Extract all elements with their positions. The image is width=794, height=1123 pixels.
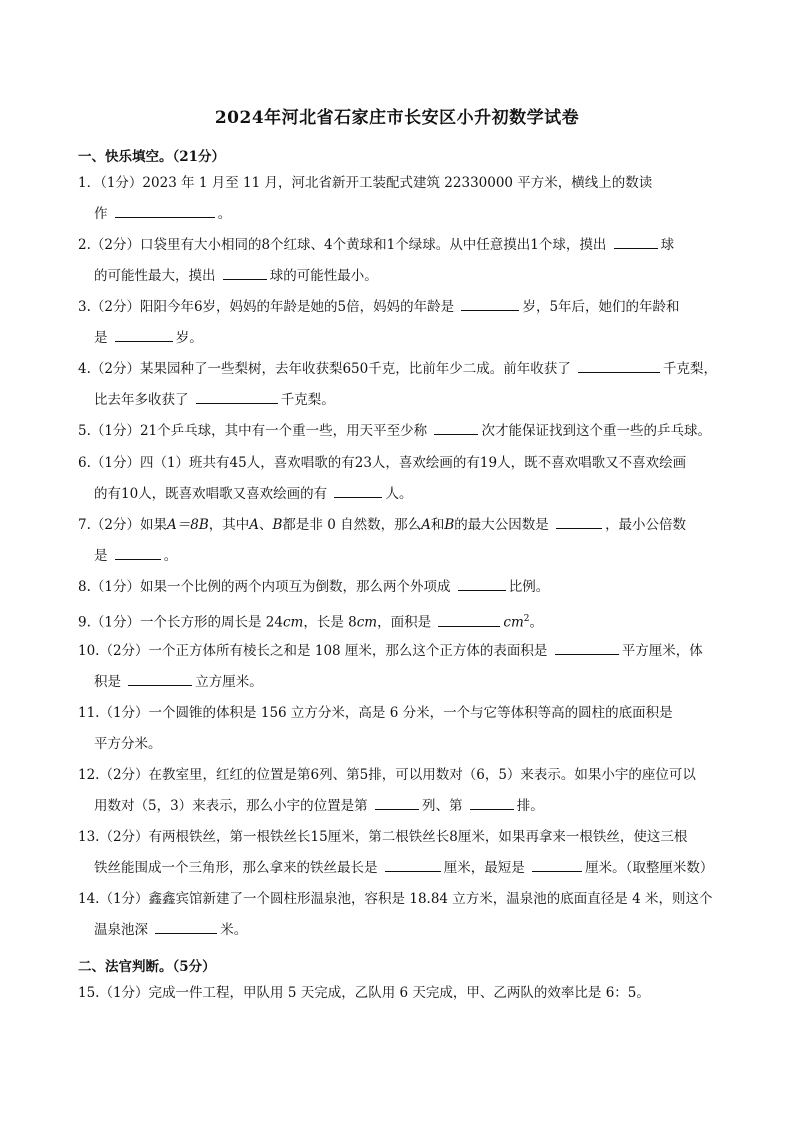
question-13-text: 厘米。（取整厘米数） [585, 860, 714, 876]
answer-blank[interactable] [334, 483, 382, 498]
question-10-text: 立方厘米。 [195, 674, 263, 690]
question-3-text: 岁，5年后，她们的年龄和 [522, 299, 680, 315]
question-9 [78, 604, 720, 639]
question-6-text: 人。 [385, 486, 413, 502]
question-2 [78, 230, 720, 292]
question-1 [78, 168, 720, 230]
question-7-text: ，其中 [208, 517, 250, 533]
answer-blank[interactable] [375, 795, 419, 810]
question-3-text: 是 [94, 330, 108, 346]
question-14-line-1: 14.（1分）鑫鑫宾馆新建了一个圆柱形温泉池，容积是 18.84 立方米，温泉池的底面直径是 4 米，则这个 [78, 891, 713, 907]
question-5-text: 5.（1分）21个乒乓球，其中有一个重一些，用天平至少称 [78, 423, 428, 439]
exam-title: 2024年河北省石家庄市长安区小升初数学试卷 [214, 108, 580, 128]
question-15-line-1: 15.（1分）完成一件工程，甲队用 5 天完成，乙队用 6 天完成，甲、乙两队的效率比是 6：5。 [78, 985, 650, 1001]
question-2-text: 2.（2分）口袋里有大小相同的8个红球、4个黄球和1个绿球。从中任意摸出1个球，摸出 [78, 237, 607, 253]
question-2-text: 的可能性最大，摸出 [94, 268, 216, 284]
question-7-line-1 [78, 510, 720, 541]
answer-blank[interactable] [438, 612, 500, 627]
answer-blank[interactable] [614, 234, 658, 249]
question-10-text: 10.（2分）一个正方体所有棱长之和是 108 厘米，那么这个正方体的表面积是 [78, 643, 548, 659]
question-14-text: 米。 [220, 922, 248, 938]
answer-blank[interactable] [115, 327, 173, 342]
answer-blank[interactable] [458, 576, 506, 591]
unit-cm: cm [282, 614, 304, 631]
answer-blank[interactable] [223, 265, 267, 280]
answer-blank[interactable] [115, 203, 215, 218]
question-7-text: 是 [94, 548, 108, 564]
question-13-text: 铁丝能围成一个三角形，那么拿来的铁丝最长是 [94, 860, 378, 876]
answer-blank[interactable] [385, 857, 441, 872]
question-14 [78, 884, 720, 946]
answer-blank[interactable] [155, 919, 217, 934]
question-15 [78, 978, 720, 1009]
question-4-line-1 [78, 354, 720, 385]
question-5 [78, 416, 720, 447]
question-9-line-1 [78, 604, 720, 639]
question-9-text: 。 [529, 614, 543, 631]
question-2-text: 球 [660, 237, 675, 253]
question-4-text: 比去年多收获了 [94, 392, 189, 408]
question-2-line-2 [78, 261, 720, 292]
question-14-text: 温泉池深 [94, 922, 148, 938]
question-1-line-2 [78, 199, 720, 230]
question-7-text: 。 [163, 548, 178, 564]
question-6 [78, 448, 720, 510]
question-7-text: 的最大公因数是 [454, 517, 549, 533]
question-12-text: 用数对（5，3）来表示，那么小宇的位置是第 [94, 798, 368, 814]
question-13-line-1: 13.（2分）有两根铁丝，第一根铁丝长15厘米，第二根铁丝长8厘米，如果再拿来一根铁丝，使这三根 [78, 829, 688, 845]
question-11-line-2: 平方分米。 [94, 736, 162, 752]
variable-a: A [421, 517, 431, 533]
answer-blank[interactable] [196, 389, 278, 404]
unit-cm: cm [503, 614, 524, 631]
question-10 [78, 636, 720, 698]
question-5-text: 次才能保证找到这个重一些的乒乓球。 [481, 423, 711, 439]
answer-blank[interactable] [578, 358, 660, 373]
unit-cm: cm [356, 614, 378, 631]
question-13-line-2 [78, 853, 720, 884]
answer-blank[interactable] [434, 420, 478, 435]
question-12-text: 排。 [516, 798, 544, 814]
question-3 [78, 292, 720, 354]
question-7-text: 和 [430, 517, 445, 533]
section-fill-in: 一、快乐填空。（21分） [78, 149, 226, 165]
question-1-text: 。 [217, 206, 232, 222]
question-2-text: 球的可能性最小。 [269, 268, 378, 284]
question-6-line-2 [78, 479, 720, 510]
question-11 [78, 698, 720, 760]
question-3-line-1 [78, 292, 720, 323]
variable-a: A [249, 517, 259, 533]
question-8 [78, 572, 720, 603]
question-13 [78, 822, 720, 884]
question-7-text: 7.（2分）如果 [78, 517, 167, 533]
question-12-line-1: 12.（2分）在教室里，红红的位置是第6列、第5排，可以用数对（6，5）来表示。如果小宇的座位可以 [78, 767, 696, 783]
question-7-line-2 [78, 541, 720, 572]
question-8-text: 8.（1分）如果一个比例的两个内项互为倒数，那么两个外项成 [78, 579, 451, 595]
question-9-text: ，长是 8 [303, 614, 357, 631]
answer-blank[interactable] [556, 514, 602, 529]
question-12-text: 列、第 [421, 798, 463, 814]
question-10-text: 平方厘米，体 [621, 643, 703, 659]
question-7-text: 、 [259, 517, 273, 533]
question-9-text: 9.（1分）一个长方形的周长是 24 [78, 614, 283, 631]
question-7-equation: A＝8B [166, 517, 209, 533]
question-6-text: 的有10人，既喜欢唱歌又喜欢绘画的有 [94, 486, 328, 502]
question-6-line-1: 6.（1分）四（1）班共有45人，喜欢唱歌的有23人，喜欢绘画的有19人，既不喜欢唱歌又不喜欢绘画 [78, 455, 687, 471]
answer-blank[interactable] [461, 296, 519, 311]
question-4 [78, 354, 720, 416]
answer-blank[interactable] [470, 795, 514, 810]
answer-blank[interactable] [115, 545, 161, 560]
question-10-line-1 [78, 636, 720, 667]
question-4-text: 千克梨。 [280, 392, 335, 408]
question-2-line-1 [78, 230, 720, 261]
answer-blank[interactable] [555, 640, 619, 655]
question-3-text: 岁。 [175, 330, 203, 346]
question-8-line-1 [78, 572, 720, 603]
question-8-text: 比例。 [508, 579, 550, 595]
question-3-text: 3.（2分）阳阳今年6岁，妈妈的年龄是她的5倍，妈妈的年龄是 [78, 299, 455, 315]
question-10-text: 积是 [94, 674, 121, 690]
question-12-line-2 [78, 791, 720, 822]
variable-b: B [444, 517, 455, 533]
question-14-line-2 [78, 915, 720, 946]
question-4-text: 4.（2分）某果园种了一些梨树，去年收获梨650千克，比前年少二成。前年收获了 [78, 361, 571, 377]
question-12 [78, 760, 720, 822]
question-10-line-2 [78, 667, 720, 698]
exponent: 2 [523, 614, 530, 624]
question-1-text: 作 [94, 206, 108, 222]
answer-blank[interactable] [532, 857, 582, 872]
question-11-line-1: 11.（1分）一个圆锥的体积是 156 立方分米，高是 6 分米，一个与它等体积等高的圆柱的底面积是 [78, 705, 673, 721]
question-7-text: ，最小公倍数 [605, 517, 687, 533]
question-7 [78, 510, 720, 572]
question-13-text: 厘米，最短是 [443, 860, 525, 876]
question-9-text: ，面积是 [377, 614, 432, 631]
variable-b: B [272, 517, 283, 533]
question-1-line-1: 1．（1分）2023 年 1 月至 11 月，河北省新开工装配式建筑 22330000 平方米，横线上的数读 [78, 175, 653, 191]
question-4-line-2 [78, 385, 720, 416]
answer-blank[interactable] [128, 671, 192, 686]
question-3-line-2 [78, 323, 720, 354]
section-true-false: 二、法官判断。（5分） [78, 959, 216, 975]
question-7-text: 都是非 0 自然数，那么 [282, 517, 422, 533]
question-5-line-1 [78, 416, 720, 447]
question-4-text: 千克梨， [663, 361, 718, 377]
